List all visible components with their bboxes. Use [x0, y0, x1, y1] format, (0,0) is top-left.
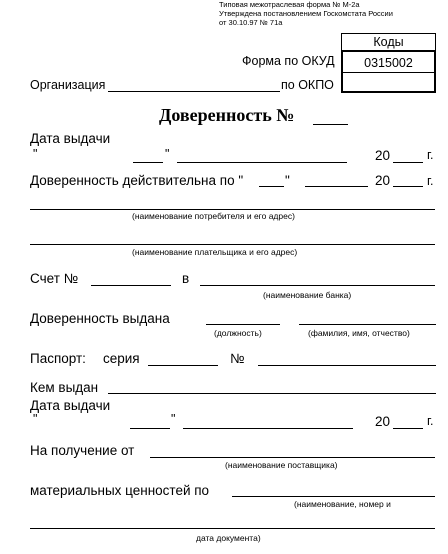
- passport-series-field[interactable]: [148, 365, 218, 366]
- passport-label: Паспорт:: [30, 351, 86, 366]
- position-field[interactable]: [206, 324, 280, 325]
- valid-year-suffix: г.: [427, 174, 434, 188]
- passport-number-label: №: [230, 351, 245, 366]
- passport-date-label: Дата выдачи: [30, 398, 111, 413]
- account-in-label: в: [182, 271, 190, 286]
- document-hint: (наименование, номер и: [294, 499, 391, 509]
- issue-date-quote-close: ": [165, 147, 170, 161]
- passport-number-field[interactable]: [258, 365, 436, 366]
- issue-date-label: Дата выдачи: [30, 131, 111, 146]
- position-hint: (должность): [214, 328, 262, 338]
- okpo-code-cell[interactable]: [341, 72, 436, 93]
- issue-date-quote-open: ": [33, 147, 38, 161]
- payer-hint: (наименование плательщика и его адрес): [132, 247, 298, 257]
- document-date-field[interactable]: [30, 528, 435, 529]
- supplier-field[interactable]: [150, 457, 435, 458]
- passport-month-field[interactable]: [183, 428, 353, 429]
- passport-date-quote-close: ": [171, 412, 176, 426]
- okpo-label: по ОКПО: [281, 78, 334, 92]
- valid-year-prefix: 20: [375, 173, 391, 188]
- organization-label: Организация: [30, 78, 106, 92]
- okud-code-cell: 0315002: [341, 50, 436, 73]
- fio-field[interactable]: [299, 324, 436, 325]
- passport-series-label: серия: [103, 351, 140, 366]
- passport-year-field[interactable]: [393, 428, 423, 429]
- bank-hint: (наименование банка): [263, 290, 352, 300]
- passport-date-quote-open: ": [33, 412, 38, 426]
- issued-by-label: Кем выдан: [30, 380, 99, 395]
- consumer-field[interactable]: [30, 209, 435, 210]
- payer-field[interactable]: [30, 244, 435, 245]
- account-label: Счет №: [30, 271, 79, 286]
- issued-to-label: Доверенность выдана: [30, 311, 170, 326]
- passport-year-suffix: г.: [427, 414, 434, 428]
- power-of-attorney-number-field[interactable]: [313, 124, 348, 125]
- approval-line: Утверждена постановлением Госкомстата России: [219, 9, 393, 18]
- fio-hint: (фамилия, имя, отчество): [308, 328, 410, 338]
- bank-field[interactable]: [200, 285, 435, 286]
- account-number-field[interactable]: [91, 285, 171, 286]
- issue-year-field[interactable]: [393, 162, 423, 163]
- organization-field[interactable]: [108, 91, 280, 92]
- supplier-hint: (наименование поставщика): [225, 460, 338, 470]
- issue-year-suffix: г.: [427, 148, 434, 162]
- issue-year-prefix: 20: [375, 148, 391, 163]
- receive-from-label: На получение от: [30, 443, 135, 458]
- okud-label: Форма по ОКУД: [242, 54, 335, 68]
- issue-day-field[interactable]: [133, 162, 163, 163]
- valuables-label: материальных ценностей по: [30, 483, 210, 498]
- issued-by-field[interactable]: [108, 393, 436, 394]
- valid-month-field[interactable]: [305, 186, 368, 187]
- approval-date-line: от 30.10.97 № 71а: [219, 18, 283, 27]
- valid-until-label: Доверенность действительна по ": [30, 173, 244, 188]
- document-field[interactable]: [232, 496, 435, 497]
- valid-year-field[interactable]: [393, 186, 423, 187]
- document-date-hint: дата документа): [196, 533, 261, 543]
- codes-header: Коды: [341, 33, 436, 51]
- valid-quote-close: ": [285, 173, 290, 188]
- issue-month-field[interactable]: [177, 162, 347, 163]
- passport-year-prefix: 20: [375, 414, 391, 429]
- passport-day-field[interactable]: [130, 428, 170, 429]
- document-title: Доверенность №: [159, 105, 295, 125]
- valid-day-field[interactable]: [259, 186, 284, 187]
- form-type-line: Типовая межотраслевая форма № М-2а: [219, 0, 360, 9]
- consumer-hint: (наименование потребителя и его адрес): [132, 211, 295, 221]
